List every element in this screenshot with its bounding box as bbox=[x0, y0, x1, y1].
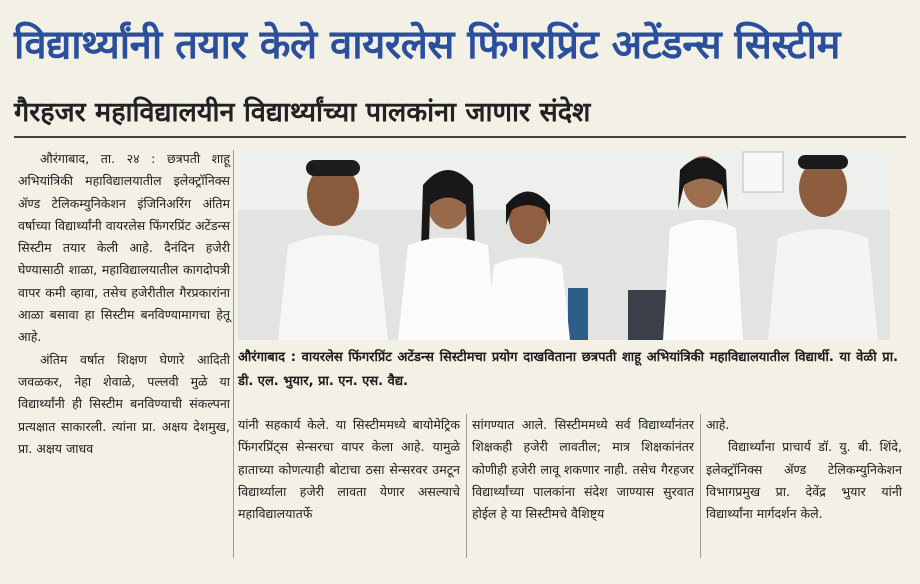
article-column-2 bbox=[238, 414, 460, 525]
article-column-3 bbox=[472, 414, 694, 525]
column-rule bbox=[233, 150, 234, 558]
headline: विद्यार्थ्यांनी तयार केले वायरलेस फिंगरप्रिंट अटेंडन्स सिस्टीम bbox=[14, 22, 840, 68]
article-column-1 bbox=[18, 148, 230, 460]
students-photo-illustration bbox=[238, 150, 890, 340]
article-paragraph: औरंगाबाद, ता. २४ : छत्रपती शाहू अभियांत्रिकी महाविद्यालयातील इलेक्ट्रॉनिक्स ॲण्ड टेलिकम्युनिकेशन इंजिनिअरिंग अंतिम वर्षाच्या विद्यार्थ्यांनी वायरलेस फिंगरप्रिंट अटेंडन्स सिस्टीम तयार केली आहे. दैनंदिन हजेरी घेण्यासाठी शाळा, महाविद्यालयातील कागदोपत्री वापर कमी व्हावा, तसेच हजेरीतील गैरप्रकारांना आळा बसावा हा सिस्टीम बनविण्यामागचा हेतू आहे. bbox=[18, 151, 230, 345]
article-paragraph: सांगण्यात आले. सिस्टीममध्ये सर्व विद्यार्थ्यांनंतर शिक्षकही हजेरी लावतील; मात्र शिक्षकांनंतर कोणीही हजेरी लावू शकणार नाही. तसेच गैरहजर विद्यार्थ्यांच्या पालकांना संदेश जाण्यास सुरवात होईल हे या सिस्टीमचे वैशिष्ट्य bbox=[472, 417, 694, 522]
caption-text: वायरलेस फिंगरप्रिंट अटेंडन्स सिस्टीमचा प्रयोग दाखविताना छत्रपती शाहू अभियांत्रिकी महाविद्यालयातील विद्यार्थी. या वेळी प्रा. डी. एल. भुयार, प्रा. एन. एस. वैद्य. bbox=[238, 350, 898, 389]
caption-place: औरंगाबाद : bbox=[238, 350, 296, 365]
article-paragraph: विद्यार्थ्यांना प्राचार्य डॉ. यु. बी. शिंदे, इलेक्ट्रॉनिक्स ॲण्ड टेलिकम्युनिकेशन विभागप्रमुख प्रा. देवेंद्र भुयार यांनी विद्यार्थ्यांना मार्गदर्शन केले. bbox=[706, 439, 902, 522]
headline-rule bbox=[14, 136, 906, 138]
column-rule bbox=[466, 414, 467, 558]
article-paragraph: अंतिम वर्षात शिक्षण घेणारे आदिती जवळकर, नेहा शेवाळे, पल्लवी मुळे या विद्यार्थ्यांनी ही सिस्टीम बनविण्याची संकल्पना प्रत्यक्षात साकारली. त्यांना प्रा. अक्षय देशमुख, प्रा. अक्षय जाधव bbox=[18, 351, 230, 456]
photo-caption bbox=[238, 346, 898, 394]
article-column-4 bbox=[706, 414, 902, 525]
news-photo bbox=[238, 150, 890, 340]
article-paragraph: यांनी सहकार्य केले. या सिस्टीममध्ये बायोमेट्रिक फिंगरप्रिंट्स सेन्सरचा वापर केला आहे. यामुळे हाताच्या कोणत्याही बोटाचा ठसा सेन्सरवर उमटून विद्यार्थ्याला हजेरी लावता येणार असल्याचे महाविद्यालयातर्फे bbox=[238, 417, 460, 522]
column-rule bbox=[700, 414, 701, 558]
subheadline: गैरहजर महाविद्यालयीन विद्यार्थ्यांच्या पालकांना जाणार संदेश bbox=[14, 97, 591, 128]
article-paragraph: आहे. bbox=[706, 417, 730, 432]
